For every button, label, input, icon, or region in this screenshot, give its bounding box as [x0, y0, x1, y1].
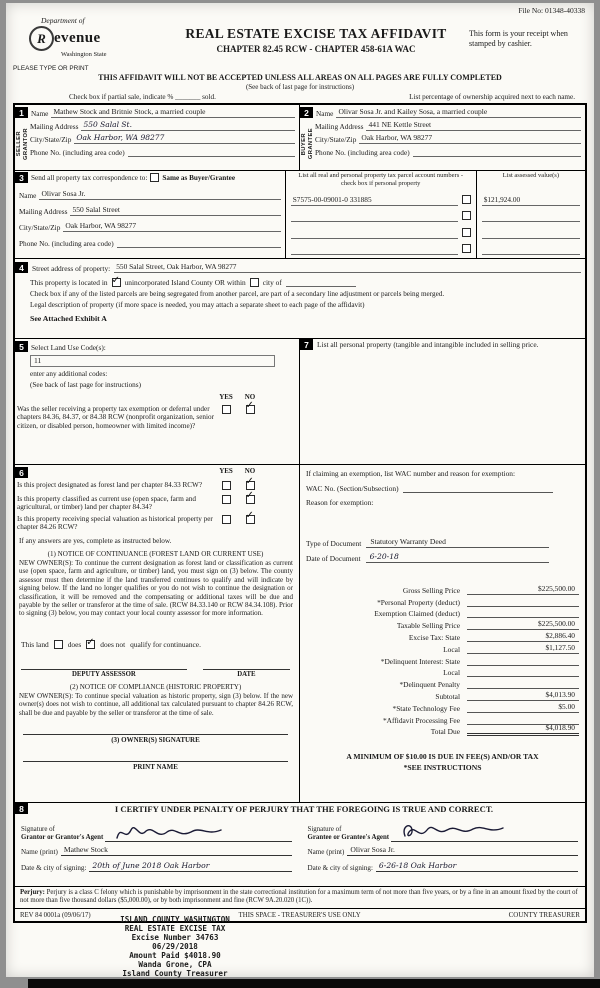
wac-number-label: WAC No. (Section/Subsection) — [306, 484, 399, 493]
fee-value[interactable]: $225,500.00 — [467, 584, 579, 595]
fee-value[interactable]: $5.00 — [467, 702, 579, 713]
owner-signature-label: (3) OWNER(S) SIGNATURE — [111, 736, 200, 745]
fee-row — [306, 654, 579, 666]
see-instructions-note: *SEE INSTRUCTIONS — [403, 763, 482, 773]
fee-row — [306, 630, 579, 642]
fee-label: *Affidavit Processing Fee — [382, 715, 460, 725]
personal-property-and-tax-section — [300, 339, 585, 802]
parcel-number-field[interactable] — [291, 229, 458, 239]
reet-affidavit-page — [6, 3, 594, 977]
perjury-statement — [15, 887, 585, 909]
fee-label: Taxable Selling Price — [396, 621, 460, 631]
no-column-header: NO — [244, 467, 256, 475]
fee-value[interactable]: $2,886.40 — [467, 631, 579, 642]
parcel-row — [291, 239, 471, 256]
parcel-row — [291, 189, 471, 206]
grantee-agent-label: Grantee or Grantee's Agent — [307, 834, 390, 841]
fee-row — [306, 689, 579, 701]
fee-row — [306, 701, 579, 713]
section-5-number: 5 — [15, 341, 28, 352]
grantor-date-city-label: Date & city of signing: — [21, 864, 87, 872]
fee-value[interactable]: $225,500.00 — [467, 619, 579, 630]
fee-label: Exemption Claimed (deduct) — [374, 609, 460, 619]
forest-land-no-checkbox[interactable] — [246, 481, 255, 490]
exemption-intro: If claiming an exemption, list WAC number and reason for exemption: — [306, 469, 516, 478]
correspondence-phone-field[interactable] — [117, 238, 281, 248]
fee-label: Total Due — [430, 727, 460, 737]
parcel-row — [291, 206, 471, 223]
grantee-side-text: GRANTEE — [308, 128, 314, 160]
buyer-mailing-field[interactable]: 441 NE Kettle Street — [366, 120, 581, 131]
stamp-excise-number: Excise Number 34763 — [131, 933, 219, 942]
grantee-signature-block — [308, 816, 579, 872]
fee-row — [306, 642, 579, 654]
correspondence-mailing-field[interactable]: 550 Salal Street — [70, 205, 280, 216]
fee-row — [306, 618, 579, 630]
tax-computation-table — [306, 583, 579, 736]
see-back-note: (See back of last page for instructions) — [245, 83, 355, 91]
if-yes-instruction: If any answers are yes, complete as instructed below. — [19, 536, 172, 545]
grantee-signature — [399, 822, 519, 844]
city-of-blank-field[interactable] — [286, 277, 356, 287]
correspondence-mailing-label: Mailing Address — [19, 207, 68, 216]
minimum-fee-note: A MINIMUM OF $10.00 IS DUE IN FEE(S) AND/OR TAX — [346, 752, 539, 762]
section-4-number: 4 — [15, 262, 28, 273]
fee-value[interactable]: $4,013.90 — [467, 690, 579, 701]
seller-mailing-label: Mailing Address — [30, 122, 79, 131]
city-of-checkbox[interactable] — [250, 278, 259, 287]
buyer-city-label: City/State/Zip — [315, 135, 357, 144]
revenue-r-icon: R — [29, 26, 54, 51]
date-label: DATE — [237, 670, 256, 678]
personal-property-checkbox[interactable] — [462, 244, 471, 253]
deputy-assessor-label: DEPUTY ASSESSOR — [71, 670, 136, 678]
buyer-grantee-side-label — [301, 120, 314, 168]
personal-property-checkbox[interactable] — [462, 195, 471, 204]
current-use-question: Is this property classified as current use (open space, farm and agricultural, or timber) land per chapter 84.34? — [17, 494, 197, 512]
grantee-signature-line[interactable] — [391, 819, 578, 842]
legal-description-label: Legal description of property (if more space is needed, you may attach a separate sheet to each page of the affidavit) — [30, 300, 365, 309]
unincorporated-county-checkbox[interactable] — [112, 278, 121, 287]
seller-city-label: City/State/Zip — [30, 135, 72, 144]
section-8-number: 8 — [15, 803, 28, 814]
fee-value[interactable] — [467, 597, 579, 607]
correspondence-city-label: City/State/Zip — [19, 223, 61, 232]
dor-logo — [13, 16, 163, 58]
stamp-amount-paid: Amount Paid $4018.90 — [129, 951, 221, 960]
does-not-qualify-checkbox[interactable] — [86, 640, 95, 649]
send-correspondence-label: Send all property tax correspondence to: — [31, 173, 148, 182]
left-column — [15, 339, 300, 802]
land-use-code-field[interactable]: 11 — [30, 355, 275, 367]
stamp-treasurer-name: Wanda Grone, CPA — [138, 960, 212, 969]
certification-section — [15, 803, 585, 887]
same-as-buyer-label: Same as Buyer/Grantee — [162, 173, 236, 182]
grantor-signature — [113, 822, 233, 844]
grantor-date-city-field[interactable]: 20th of June 2018 Oak Harbor — [89, 861, 291, 872]
same-as-buyer-checkbox[interactable] — [150, 173, 159, 182]
type-of-document-field[interactable]: Statutory Warranty Deed — [366, 537, 549, 548]
land-use-code-section — [15, 339, 299, 465]
buyer-phone-field[interactable] — [413, 147, 581, 157]
exemption-yes-checkbox[interactable] — [222, 405, 231, 414]
grantor-signature-block — [21, 816, 292, 872]
exemption-deferral-question: Was the seller receiving a property tax exemption or deferral under chapters 84.36, 84.37, or 84.38 RCW (nonprofit organization, senior citizen, or disabled person, homeowner with limited income)? — [17, 404, 214, 430]
fee-label: Excise Tax: State — [408, 632, 460, 642]
current-use-yes-checkbox[interactable] — [222, 495, 231, 504]
form-body — [13, 103, 587, 923]
buyer-grantee-section — [300, 105, 585, 170]
form-revision-number: REV 84 0001a (09/06/17) — [20, 911, 91, 919]
stamp-tax-line: REAL ESTATE EXCISE TAX — [124, 924, 226, 933]
stamp-county-line: ISLAND COUNTY WASHINGTON — [120, 915, 230, 924]
buyer-city-field[interactable]: Oak Harbor, WA 98277 — [359, 133, 581, 144]
fee-row — [306, 607, 579, 619]
grantee-date-city-field[interactable]: 6-26-18 Oak Harbor — [376, 861, 578, 872]
fee-value[interactable] — [467, 679, 579, 689]
wac-number-field[interactable] — [403, 483, 553, 493]
fee-value[interactable]: $1,127.50 — [467, 643, 579, 654]
seller-phone-label: Phone No. (including area code) — [30, 148, 125, 157]
form-subtitle: CHAPTER 82.45 RCW - CHAPTER 458-61A WAC — [216, 44, 416, 54]
seller-name-label: Name — [31, 109, 49, 118]
yes-column-header: YES — [219, 393, 233, 401]
tax-correspondence-section — [15, 171, 585, 259]
date-of-document-label: Date of Document — [306, 554, 361, 563]
form-title: REAL ESTATE EXCISE TAX AFFIDAVIT — [185, 26, 447, 41]
land-use-and-tax-block — [15, 339, 585, 803]
please-type-or-print-note: PLEASE TYPE OR PRINT — [13, 65, 89, 72]
located-in-text: This property is located in — [30, 278, 108, 287]
grantor-name-field[interactable]: Mathew Stock — [61, 845, 292, 856]
seller-mailing-field[interactable]: 550 Salal St. — [81, 120, 295, 131]
city-of-text: city of — [262, 278, 282, 287]
fee-row — [306, 677, 579, 689]
grantee-name-print-label: Name (print) — [307, 848, 345, 856]
assessed-values-block — [477, 171, 585, 258]
notice-of-compliance-title: (2) NOTICE OF COMPLIANCE (HISTORIC PROPERTY) — [69, 682, 242, 691]
exemption-deferral-question-row — [15, 405, 296, 431]
scan-edge-bar — [28, 979, 600, 988]
current-use-no-checkbox[interactable] — [246, 495, 255, 504]
assessed-value-field[interactable] — [482, 239, 580, 256]
logo-department-of-text: Department of — [41, 16, 85, 25]
historic-property-question-row — [15, 515, 296, 532]
fee-label: *State Technology Fee — [392, 703, 460, 713]
qualify-text: qualify for continuance. — [130, 639, 201, 649]
does-not-text: does not — [100, 639, 126, 649]
total-due-row — [306, 725, 579, 737]
stamp-date: 06/29/2018 — [152, 942, 198, 951]
seller-city-field[interactable]: Oak Harbor, WA 98277 — [74, 133, 295, 144]
title-block — [163, 16, 469, 54]
parcel-number-field[interactable] — [291, 212, 458, 222]
section-2-number: 2 — [300, 107, 313, 118]
file-number: File No: 01348-40338 — [518, 6, 585, 15]
grantee-date-city-label: Date & city of signing: — [307, 864, 373, 872]
grantor-side-text: GRANTOR — [23, 128, 29, 160]
grantor-name-print-label: Name (print) — [21, 848, 58, 856]
deputy-assessor-signature-row — [21, 669, 290, 670]
yes-column-header: YES — [219, 467, 233, 475]
fee-label: Gross Selling Price — [402, 585, 460, 595]
section-7-number: 7 — [300, 339, 313, 350]
receipt-note: This form is your receipt when stamped by cashier. — [469, 29, 568, 48]
owner-signature-line[interactable] — [23, 733, 288, 735]
forest-land-question: Is this project designated as forest land per chapter 84.33 RCW? — [17, 481, 203, 489]
seller-side-text: SELLER — [16, 131, 22, 157]
personal-property-checkbox[interactable] — [462, 228, 471, 237]
segregated-parcels-note: Check box if any of the listed parcels are being segregated from another parcel, are part of a secondary line adjustment or parcels being merged. — [30, 290, 445, 298]
logo-revenue-text: evenue — [54, 30, 101, 46]
personal-property-block — [300, 339, 585, 465]
assessed-value-field[interactable]: $121,924.00 — [482, 189, 580, 206]
notice-of-continuance-title: (1) NOTICE OF CONTINUANCE (FOREST LAND OR CURRENT USE) — [47, 549, 264, 558]
buyer-name-field[interactable]: Olivar Sosa Jr. and Kailey Sosa, a married couple — [336, 107, 581, 118]
fee-label: *Personal Property (deduct) — [377, 597, 460, 607]
fee-label: Subtotal — [435, 691, 460, 701]
classification-section — [15, 465, 299, 802]
notice-of-compliance-body: NEW OWNER(S): To continue special valuation as historic property, sign (3) below. If the new owner(s) does not wish to continue, all additional tax calculated pursuant to chapter 84.26 RCW, shall be due and payable by the seller or transferor at the time of sale. — [19, 691, 293, 717]
fee-value[interactable]: $4,018.90 — [467, 723, 579, 736]
forest-land-yes-checkbox[interactable] — [222, 481, 231, 490]
stamp-treasurer-title: Island County Treasurer — [122, 969, 228, 978]
treasurer-space-label: THIS SPACE - TREASURER'S USE ONLY — [238, 911, 361, 919]
completion-warning: THIS AFFIDAVIT WILL NOT BE ACCEPTED UNLESS ALL AREAS ON ALL PAGES ARE FULLY COMPLETED — [98, 73, 502, 82]
perjury-text: Perjury is a class C felony which is punishable by imprisonment in the state correctional institution for a maximum term of not more than five years, or by a fine in an amount fixed by the court of not more than five thousand dollars ($5,000.00), or by both imprisonment and fine (RCW 9A.20.020 (1C)). — [20, 889, 578, 905]
reason-for-exemption-label: Reason for exemption: — [306, 498, 374, 507]
fee-row — [306, 595, 579, 607]
buyer-phone-label: Phone No. (including area code) — [315, 148, 410, 157]
buyer-name-label: Name — [316, 109, 334, 118]
print-name-line[interactable] — [23, 760, 288, 762]
correspondence-phone-label: Phone No. (including area code) — [19, 239, 114, 248]
grantor-signature-of-label: Signature of — [21, 826, 55, 833]
date-of-document-field[interactable]: 6-20-18 — [366, 552, 549, 563]
street-address-label: Street address of property: — [32, 264, 111, 273]
logo-column — [13, 16, 163, 72]
print-name-label: PRINT NAME — [133, 763, 178, 772]
fee-label: Local — [443, 644, 460, 654]
property-address-section — [15, 259, 585, 339]
parcel-number-field[interactable] — [291, 245, 458, 255]
correspondence-address-block — [15, 171, 286, 258]
type-of-document-label: Type of Document — [306, 539, 362, 548]
land-use-code-label: Select Land Use Code(s): — [31, 343, 106, 352]
fee-value[interactable] — [467, 667, 579, 677]
exemption-no-checkbox[interactable] — [246, 405, 255, 414]
section-6-number: 6 — [15, 467, 28, 478]
this-land-text: This land — [21, 639, 49, 649]
notice-of-continuance-body: NEW OWNER(S): To continue the current designation as forest land or classification as current use (open space, farm and agriculture, or timber) land, you must sign on (3) below. The county assessor must then determine if the land transferred continues to qualify and will indicate by signing below. If the land no longer qualifies or you do not wish to continue the designation or classification, it will be removed and the compensating or additional taxes will be due and payable by the seller or transferor at the time of sale. (RCW 84.33.140 or RCW 84.34.108). Prior to signing (3) below, you may contact your local county assessor for more information. — [19, 558, 293, 618]
fee-value[interactable] — [467, 656, 579, 666]
grantor-signature-line[interactable] — [105, 819, 291, 842]
fee-value[interactable] — [467, 608, 579, 618]
no-column-header: NO — [244, 393, 256, 401]
fee-label: *Delinquent Penalty — [399, 680, 460, 690]
historic-no-checkbox[interactable] — [246, 515, 255, 524]
correspondence-name-label: Name — [19, 191, 37, 200]
section-3-number: 3 — [15, 172, 28, 183]
seller-phone-field[interactable] — [128, 147, 295, 157]
continuance-qualification-line — [21, 640, 296, 649]
parcel-numbers-block — [286, 171, 477, 258]
deputy-assessor-signature-line[interactable] — [21, 669, 187, 670]
assessed-value-field[interactable] — [482, 222, 580, 239]
historic-property-question: Is this property receiving special valuation as historical property per chapter 84.26 RCW? — [17, 514, 213, 532]
buyer-side-text: BUYER — [301, 132, 307, 156]
treasurer-stamp — [84, 915, 266, 978]
section5-see-back-note: (See back of last page for instructions) — [30, 381, 141, 389]
grantee-name-field[interactable]: Olivar Sosa Jr. — [347, 845, 578, 856]
fee-row — [306, 583, 579, 595]
assessed-value-field[interactable] — [482, 206, 580, 223]
grantee-signature-of-label: Signature of — [307, 826, 342, 833]
seller-name-field[interactable]: Mathew Stock and Britnie Stock, a married couple — [51, 107, 295, 118]
legal-description-value: See Attached Exhibit A — [30, 313, 107, 323]
seller-grantor-section — [15, 105, 300, 170]
exemption-and-tax-block — [300, 465, 585, 802]
historic-yes-checkbox[interactable] — [222, 515, 231, 524]
form-header — [13, 16, 587, 72]
logo-washington-state-text: Washington State — [61, 51, 107, 58]
perjury-certification-text: I CERTIFY UNDER PENALTY OF PERJURY THAT THE FOREGOING IS TRUE AND CORRECT. — [114, 803, 494, 814]
street-address-field[interactable]: 550 Salal Street, Oak Harbor, WA 98277 — [114, 262, 581, 273]
perjury-label: Perjury: — [20, 889, 45, 896]
deputy-assessor-date-line[interactable] — [203, 669, 290, 670]
unincorporated-county-text: unincorporated Island County OR within — [124, 278, 246, 287]
personal-property-label: List all personal property (tangible and intangible included in selling price. — [317, 340, 539, 349]
parcel-numbers-header: List all real and personal property tax parcel account numbers - check box if personal property — [298, 172, 464, 187]
personal-property-checkbox[interactable] — [462, 211, 471, 220]
seller-grantor-side-label — [16, 120, 29, 168]
does-qualify-checkbox[interactable] — [54, 640, 63, 649]
additional-codes-label: enter any additional codes: — [30, 370, 108, 378]
partial-sale-row — [13, 91, 587, 102]
grantor-agent-label: Grantor or Grantor's Agent — [21, 834, 104, 841]
correspondence-name-field[interactable]: Olivar Sosa Jr. — [39, 189, 280, 200]
seller-buyer-sections — [15, 105, 585, 171]
county-treasurer-label: COUNTY TREASURER — [508, 911, 580, 920]
fee-label: *Delinquent Interest: State — [380, 656, 460, 666]
parcel-number-field[interactable]: S7575-00-09001-0 331885 — [291, 195, 458, 206]
parcel-row — [291, 222, 471, 239]
ownership-percentage-note: List percentage of ownership acquired next to each name. — [409, 93, 575, 101]
partial-sale-note: Check box if partial sale, indicate % _______ sold. — [69, 93, 216, 101]
fee-label: Local — [443, 668, 460, 678]
correspondence-city-field[interactable]: Oak Harbor, WA 98277 — [63, 221, 280, 232]
section-1-number: 1 — [15, 107, 28, 118]
fee-row — [306, 666, 579, 678]
buyer-mailing-label: Mailing Address — [315, 122, 364, 131]
assessed-values-header: List assessed value(s) — [502, 172, 559, 179]
does-text: does — [67, 639, 82, 649]
